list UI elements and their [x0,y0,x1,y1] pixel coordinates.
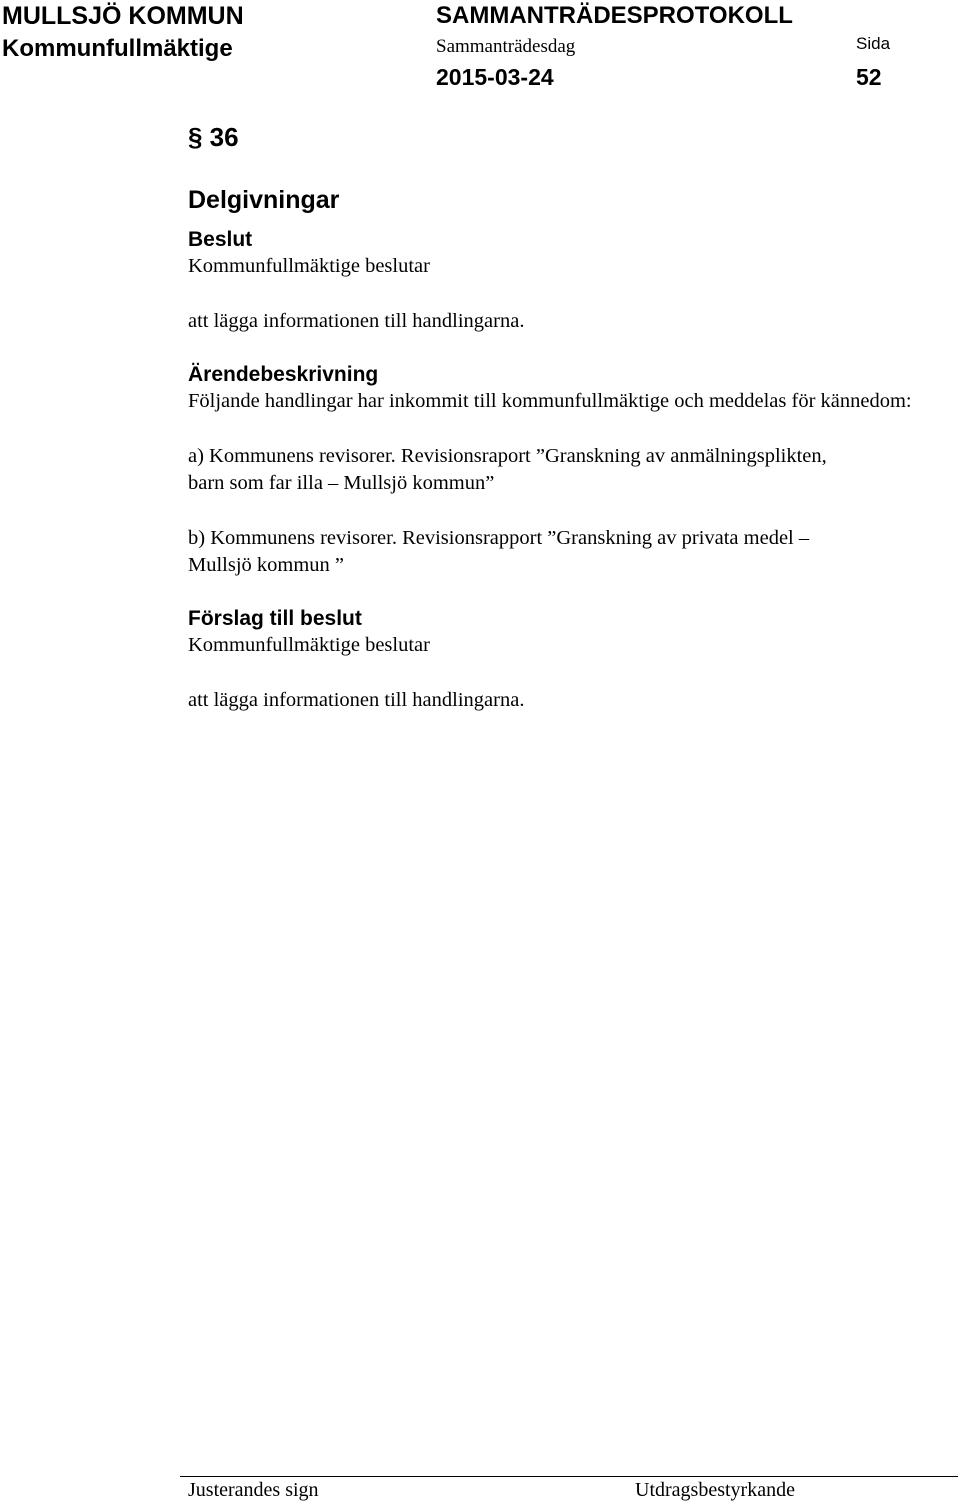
proposal-heading: Förslag till beslut [188,607,362,630]
meeting-date: 2015-03-24 [436,64,554,90]
document-list [188,443,948,579]
document-type: SAMMANTRÄDESPROTOKOLL [436,2,793,29]
document-b-line-1: b) Kommunens revisorer. Revisionsrapport ”Granskning av privata medel – [188,527,810,549]
description-heading: Ärendebeskrivning [188,363,379,386]
document-b-line-2: Mullsjö kommun ” [188,554,345,576]
meeting-date-label: Sammanträdesdag [436,36,576,57]
document-a-line-2: barn som far illa – Mullsjö kommun” [188,472,495,494]
decision-text: att lägga informationen till handlingarna. [188,310,525,332]
agenda-item [188,120,948,714]
description-text: Följande handlingar har inkommit till kommunfullmäktige och meddelas för kännedom: [188,390,912,412]
list-item [188,525,948,579]
signature-label: Justerandes sign [188,1479,319,1501]
page-number: 52 [856,64,882,90]
committee-name: Kommunfullmäktige [2,35,233,62]
item-title: Delgivningar [188,186,340,214]
decision-heading: Beslut [188,228,253,251]
decision-intro: Kommunfullmäktige beslutar [188,255,430,277]
paragraph-number: § 36 [188,122,239,152]
footer-divider [180,1476,958,1477]
list-item [188,443,948,497]
proposal-intro: Kommunfullmäktige beslutar [188,634,430,656]
certification-label: Utdragsbestyrkande [635,1479,795,1501]
proposal-text: att lägga informationen till handlingarna. [188,689,525,711]
municipality-name: MULLSJÖ KOMMUN [2,2,244,30]
document-a-line-1: a) Kommunens revisorer. Revisionsraport ”Granskning av anmälningsplikten, [188,445,827,467]
page-label: Sida [856,34,891,53]
